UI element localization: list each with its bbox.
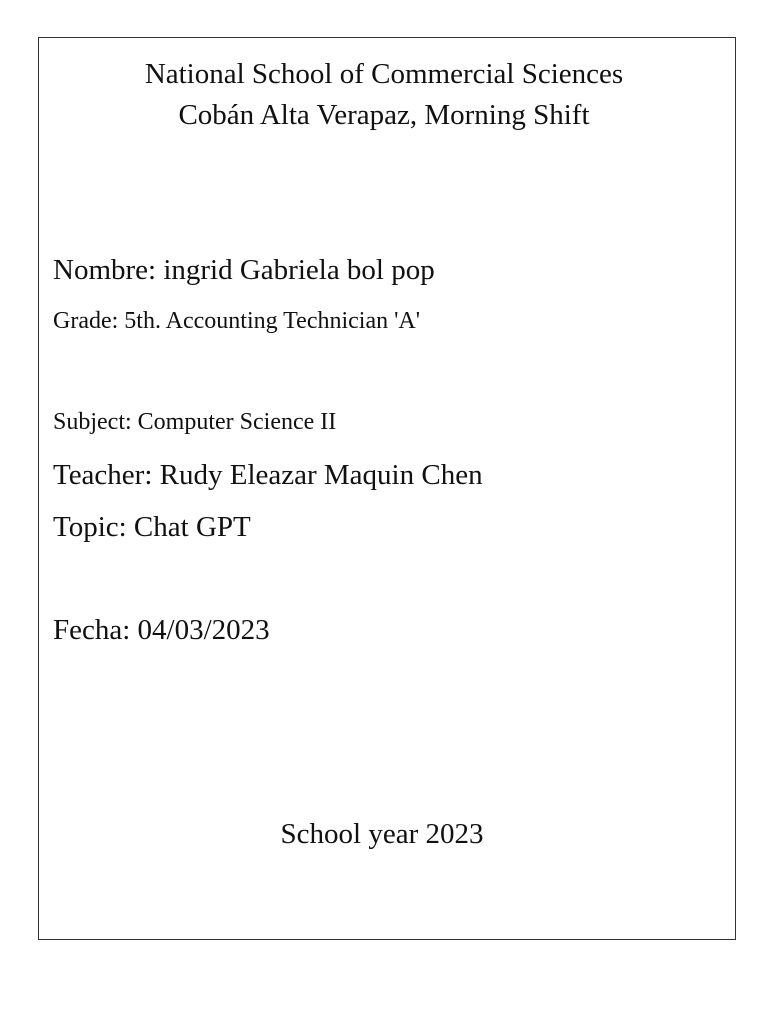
student-name: Nombre: ingrid Gabriela bol pop — [53, 254, 435, 286]
subject: Subject: Computer Science II — [53, 409, 337, 435]
date: Fecha: 04/03/2023 — [53, 614, 270, 646]
student-grade: Grade: 5th. Accounting Technician 'A' — [53, 308, 421, 334]
school-year: School year 2023 — [280, 818, 484, 850]
school-name: National School of Commercial Sciences — [144, 58, 624, 90]
teacher: Teacher: Rudy Eleazar Maquin Chen — [53, 459, 483, 491]
topic: Topic: Chat GPT — [53, 511, 251, 543]
location-shift: Cobán Alta Verapaz, Morning Shift — [178, 99, 590, 131]
